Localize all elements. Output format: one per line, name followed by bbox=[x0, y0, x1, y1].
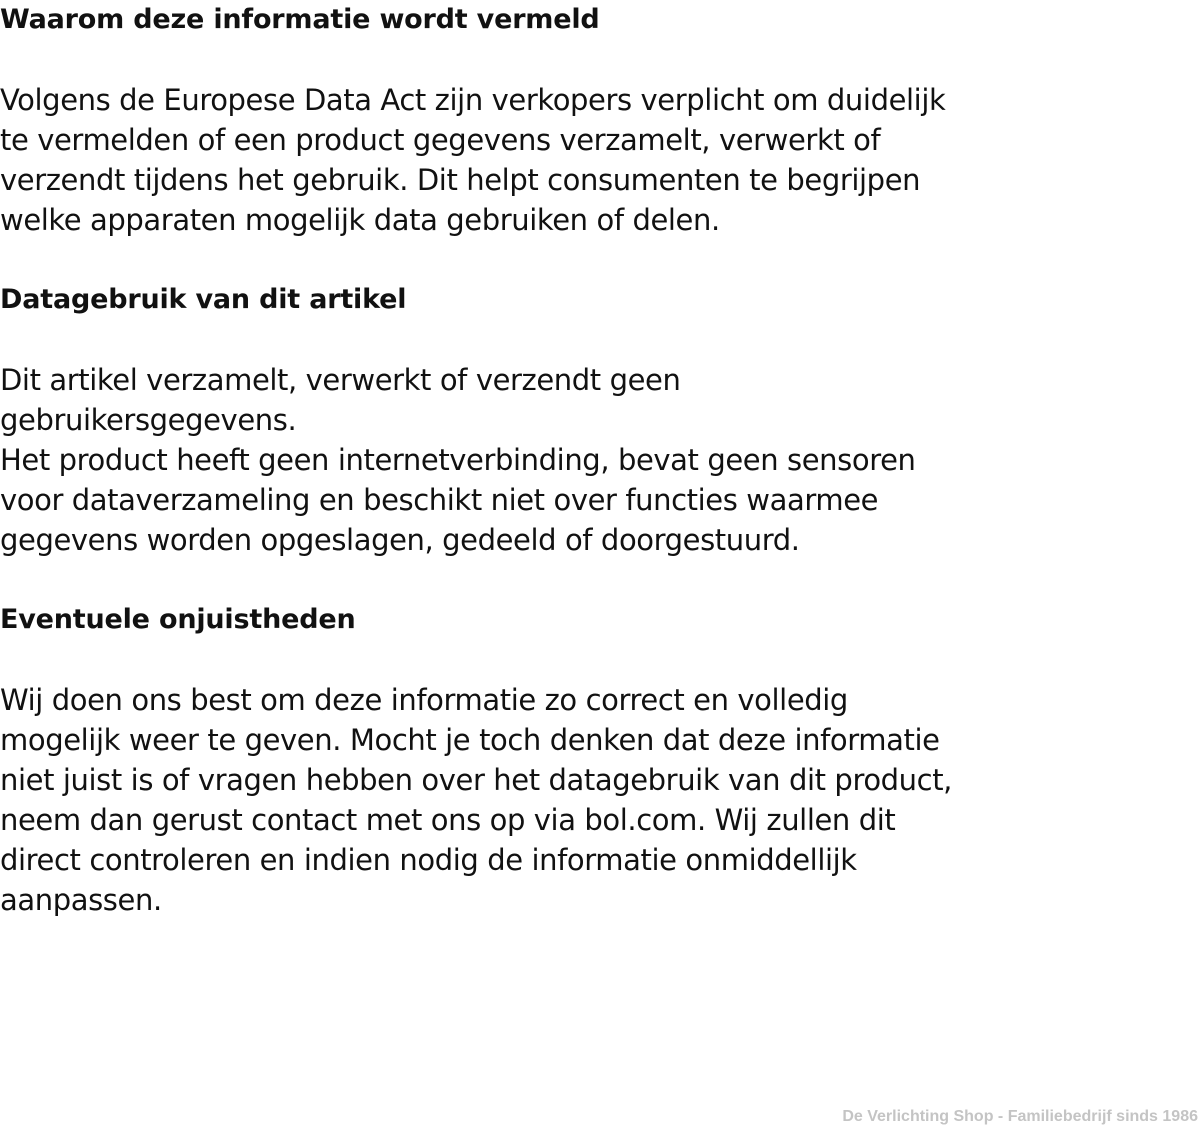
paragraph-line: gegevens worden opgeslagen, gedeeld of doorgestuurd. bbox=[0, 523, 800, 557]
paragraph-line: gebruikersgegevens. bbox=[0, 403, 297, 437]
paragraph-line: welke apparaten mogelijk data gebruiken of delen. bbox=[0, 203, 720, 237]
paragraph-line: niet juist is of vragen hebben over het datagebruik van dit product, bbox=[0, 763, 952, 797]
section-spacer bbox=[0, 240, 1140, 280]
section-spacer bbox=[0, 320, 1140, 360]
section-heading-inaccuracies: Eventuele onjuistheden bbox=[0, 604, 356, 635]
section-paragraph-inaccuracies bbox=[0, 680, 1140, 920]
paragraph-line: verzendt tijdens het gebruik. Dit helpt consumenten te begrijpen bbox=[0, 163, 921, 197]
paragraph-line: Volgens de Europese Data Act zijn verkopers verplicht om duidelijk bbox=[0, 83, 946, 117]
paragraph-line: aanpassen. bbox=[0, 883, 162, 917]
section-heading-data-usage: Datagebruik van dit artikel bbox=[0, 284, 407, 315]
section-spacer bbox=[0, 40, 1140, 80]
paragraph-line: direct controleren en indien nodig de informatie onmiddellijk bbox=[0, 843, 857, 877]
paragraph-line: te vermelden of een product gegevens verzamelt, verwerkt of bbox=[0, 123, 881, 157]
section-heading-why-info: Waarom deze informatie wordt vermeld bbox=[0, 4, 600, 35]
paragraph-line: mogelijk weer te geven. Mocht je toch denken dat deze informatie bbox=[0, 723, 940, 757]
paragraph-line: Dit artikel verzamelt, verwerkt of verzendt geen bbox=[0, 363, 681, 397]
paragraph-line: Het product heeft geen internetverbinding, bevat geen sensoren bbox=[0, 443, 916, 477]
section-spacer bbox=[0, 640, 1140, 680]
section-paragraph-data-usage bbox=[0, 360, 1140, 560]
paragraph-line: voor dataverzameling en beschikt niet over functies waarmee bbox=[0, 483, 879, 517]
footer-watermark: De Verlichting Shop - Familiebedrijf sinds 1986 bbox=[842, 1108, 1198, 1125]
paragraph-line: Wij doen ons best om deze informatie zo correct en volledig bbox=[0, 683, 848, 717]
section-spacer bbox=[0, 560, 1140, 600]
paragraph-line: neem dan gerust contact met ons op via bol.com. Wij zullen dit bbox=[0, 803, 896, 837]
section-paragraph-why-info bbox=[0, 80, 1140, 240]
